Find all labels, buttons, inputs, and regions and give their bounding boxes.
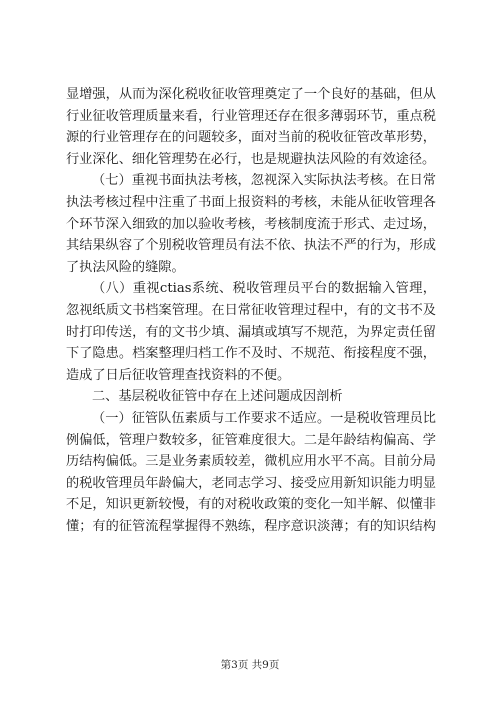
text-line: 造成了日后征收管理查找资料的不便。 bbox=[66, 367, 291, 383]
section-2-heading: 二、基层税收征管中存在上述问题成因剖析 bbox=[92, 389, 343, 405]
text-line: 懂；有的征管流程掌握得不熟练，程序意识淡薄；有的知识结构 bbox=[66, 518, 436, 534]
page-number-footer: 第3页 共9页 bbox=[220, 659, 280, 671]
text-line: 个环节深入细致的加以验收考核，考核制度流于形式、走过场， bbox=[66, 216, 436, 232]
text-line: 行业深化、细化管理势在必行，也是规避执法风险的有效途径。 bbox=[66, 151, 436, 167]
text-line: 历结构偏低。三是业务素质较差，微机应用水平不高。目前分局 bbox=[66, 454, 436, 470]
text-line: 了执法风险的缝隙。 bbox=[66, 259, 185, 275]
body-text bbox=[66, 84, 436, 537]
text-line: 源的行业管理存在的问题较多，面对当前的税收征管改革形势， bbox=[66, 130, 436, 146]
text-line: 时打印传送，有的文书少填、漏填或填写不规范，为界定责任留 bbox=[66, 324, 436, 340]
text-line: 的税收管理员年龄偏大，老同志学习、接受应用新知识能力明显 bbox=[66, 475, 436, 491]
text-line: 例偏低，管理户数较多，征管难度很大。二是年龄结构偏高、学 bbox=[66, 432, 436, 448]
text-line: 其结果纵容了个别税收管理员有法不依、执法不严的行为，形成 bbox=[66, 238, 436, 254]
subsection-1-heading-line: （一）征管队伍素质与工作要求不适应。一是税收管理员比 bbox=[92, 410, 436, 426]
text-line: 行业征收管理质量来看，行业管理还存在很多薄弱环节，重点税 bbox=[66, 108, 436, 124]
text-line: 显增强，从而为深化税收征收管理奠定了一个良好的基础，但从 bbox=[66, 87, 436, 102]
text-line: 执法考核过程中注重了书面上报资料的考核，未能从征收管理各 bbox=[66, 194, 436, 210]
section-8-heading-line: （八）重视ctias系统、税收管理员平台的数据输入管理， bbox=[92, 281, 436, 297]
text-line: 忽视纸质文书档案管理。在日常征收管理过程中，有的文书不及 bbox=[66, 302, 436, 318]
section-7-heading-line: （七）重视书面执法考核，忽视深入实际执法考核。在日常 bbox=[92, 173, 436, 189]
text-line: 不足，知识更新较慢，有的对税收政策的变化一知半解、似懂非 bbox=[66, 497, 436, 513]
text-line: 下了隐患。档案整理归档工作不及时、不规范、衔接程度不强， bbox=[66, 346, 436, 362]
